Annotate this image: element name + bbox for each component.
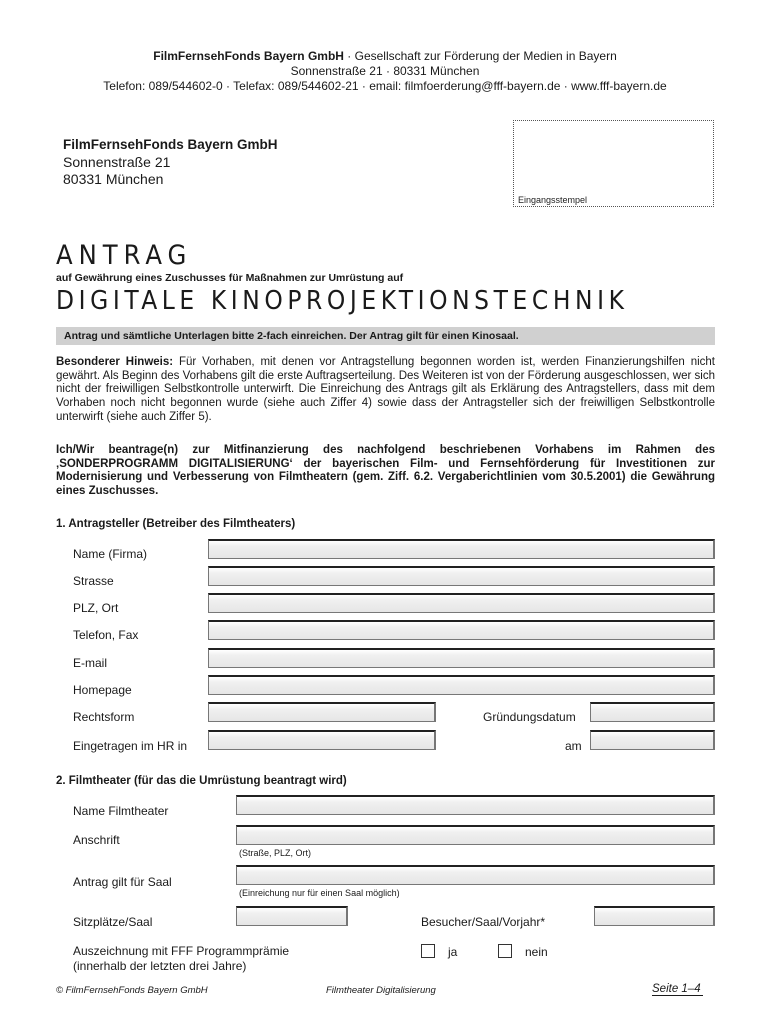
section-2-title: 2. Filmtheater (für das die Umrüstung beantragt wird) <box>56 775 347 787</box>
label-am: am <box>565 739 582 753</box>
hint-anschrift: (Straße, PLZ, Ort) <box>239 848 312 858</box>
label-anschrift: Anschrift <box>73 833 120 847</box>
input-besucher[interactable] <box>594 906 715 926</box>
hint-saal: (Einreichung nur für einen Saal möglich) <box>239 888 400 898</box>
label-besucher: Besucher/Saal/Vorjahr* <box>421 915 546 929</box>
label-nein: nein <box>525 945 548 959</box>
label-email: E-mail <box>73 656 108 670</box>
receipt-stamp-box <box>513 120 714 207</box>
input-eintragungsdatum[interactable] <box>590 730 715 750</box>
letterhead-tagline: · Gesellschaft zur Förderung der Medien in Bayern <box>343 49 617 63</box>
input-rechtsform[interactable] <box>208 702 436 722</box>
input-gruendungsdatum[interactable] <box>590 702 715 722</box>
label-auszeichnung-zeitraum: (innerhalb der letzten drei Jahre) <box>73 959 247 973</box>
letterhead-company: FilmFernsehFonds Bayern GmbH <box>153 49 344 63</box>
label-name-firma: Name (Firma) <box>73 547 147 561</box>
special-notice-label: Besonderer Hinweis: <box>56 356 174 368</box>
label-telefon-fax: Telefon, Fax <box>73 628 139 642</box>
footer-copyright: © FilmFernsehFonds Bayern GmbH <box>56 985 208 996</box>
label-saal: Antrag gilt für Saal <box>73 875 172 889</box>
label-rechtsform: Rechtsform <box>73 710 135 724</box>
label-ja: ja <box>448 945 458 959</box>
letterhead-line-2: Sonnenstraße 21 · 80331 München <box>290 64 480 78</box>
receipt-stamp-label: Eingangsstempel <box>518 195 588 205</box>
input-plz-ort[interactable] <box>208 593 715 613</box>
section-1-title: 1. Antragsteller (Betreiber des Filmtheaters) <box>56 518 296 530</box>
label-name-filmtheater: Name Filmtheater <box>73 804 169 818</box>
form-subtitle: auf Gewährung eines Zuschusses für Maßnahmen zur Umrüstung auf <box>56 272 404 284</box>
checkbox-nein[interactable] <box>498 944 512 958</box>
letterhead-line-1 <box>0 49 770 64</box>
input-anschrift[interactable] <box>236 825 715 845</box>
footer-page-number: Seite 1–4 <box>652 983 701 995</box>
letterhead-line-3: Telefon: 089/544602-0 · Telefax: 089/544602-21 · email: filmfoerderung@fff-bayern.de · www.fff-bayern.de <box>103 79 667 93</box>
label-gruendungsdatum: Gründungsdatum <box>483 710 576 724</box>
label-homepage: Homepage <box>73 683 132 697</box>
label-sitzplaetze: Sitzplätze/Saal <box>73 915 153 929</box>
form-program-title: DIGITALE KINOPROJEKTIONSTECHNIK <box>56 286 629 316</box>
special-notice-paragraph <box>56 356 715 425</box>
recipient-street: Sonnenstraße 21 <box>63 154 171 170</box>
label-auszeichnung: Auszeichnung mit FFF Programmprämie <box>73 944 290 958</box>
input-handelsregister[interactable] <box>208 730 436 750</box>
checkbox-ja[interactable] <box>421 944 435 958</box>
input-name-filmtheater[interactable] <box>236 795 715 815</box>
input-saal[interactable] <box>236 865 715 885</box>
submission-notice-text: Antrag und sämtliche Unterlagen bitte 2-fach einreichen. Der Antrag gilt für einen Kinosaal. <box>64 330 519 342</box>
input-telefon-fax[interactable] <box>208 620 715 640</box>
recipient-name: FilmFernsehFonds Bayern GmbH <box>63 137 278 152</box>
input-sitzplaetze[interactable] <box>236 906 348 926</box>
input-strasse[interactable] <box>208 566 715 586</box>
form-title: ANTRAG <box>56 240 193 271</box>
recipient-city: 80331 München <box>63 171 164 187</box>
special-notice-text: Für Vorhaben, mit denen vor Antragstellung begonnen worden ist, werden Finanzierungshilfen nicht gewährt. Als Beginn des Vorhabens gilt die erste Auftragserteilung. Des Weiteren ist von der Förderung ausgeschlossen, wer sich nicht der freiwilligen Selbstkontrolle unterwirft. Die Einreichung des Antrags gilt als Erklärung des Antragstellers, dass mit dem Vorhaben noch nicht begonnen wurde (siehe auch Ziffer 4) sowie dass der Antragsteller sich der freiwilligen Selbstkontrolle unterwirft (siehe auch Ziffer 5). <box>56 356 715 423</box>
label-plz-ort: PLZ, Ort <box>73 601 119 615</box>
footer-form-name: Filmtheater Digitalisierung <box>326 985 436 996</box>
submission-notice-bar <box>56 327 715 345</box>
label-handelsregister: Eingetragen im HR in <box>73 739 188 753</box>
input-name-firma[interactable] <box>208 539 715 559</box>
label-strasse: Strasse <box>73 574 114 588</box>
input-email[interactable] <box>208 648 715 668</box>
declaration-paragraph: Ich/Wir beantrage(n) zur Mitfinanzierung des nachfolgend beschriebenen Vorhabens im Rahmen des ‚SONDERPROGRAMM DIGITALISIERUNG‘ der bayerischen Film- und Fernsehförderung für Investitionen zur Modernisierung und Verbesserung von Filmtheatern (gem. Ziff. 6.2. Vergaberichtlinien vom 30.5.2001) die Gewährung eines Zuschusses. <box>56 444 715 498</box>
input-homepage[interactable] <box>208 675 715 695</box>
